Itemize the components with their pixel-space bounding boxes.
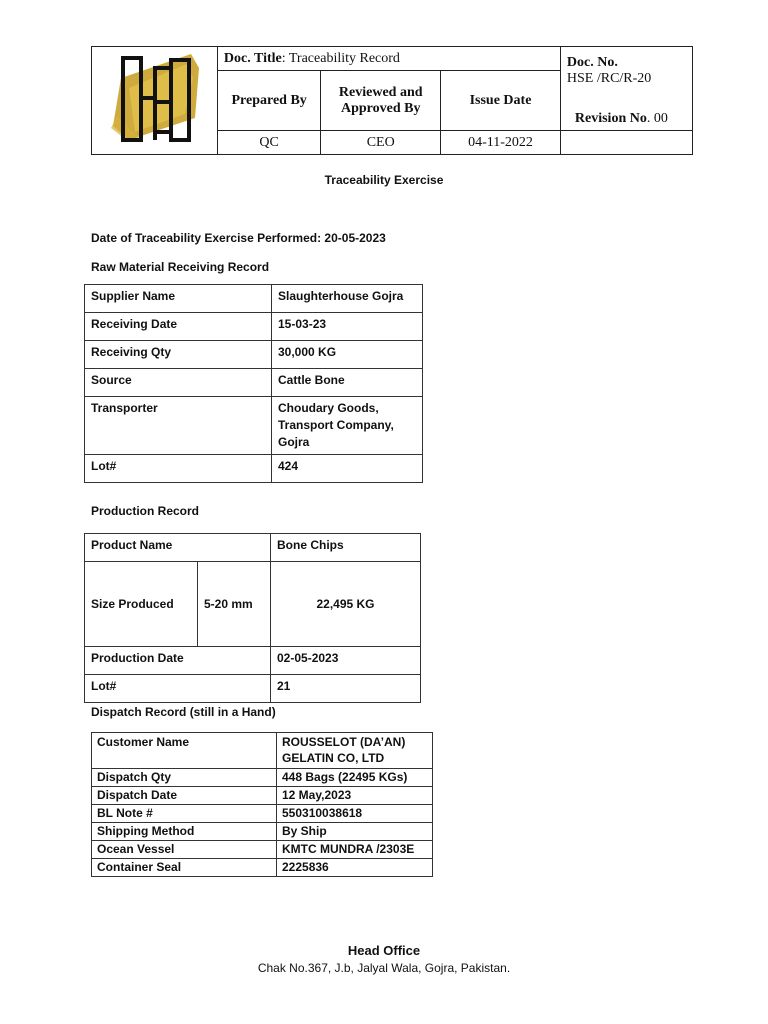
revision-cell <box>560 111 692 155</box>
table-row <box>92 859 433 877</box>
footer-heading: Head Office <box>347 943 421 958</box>
table-row <box>85 313 423 341</box>
reviewed-label <box>321 71 441 131</box>
customer-value <box>277 733 433 769</box>
raw-material-heading: Raw Material Receiving Record <box>91 260 270 274</box>
row-value: 15-03-23 <box>272 313 423 341</box>
date-performed: Date of Traceability Exercise Performed: 20-05-2023 <box>91 231 386 245</box>
table-row <box>92 733 433 769</box>
prepared-by-value: QC <box>217 131 320 155</box>
production-heading: Production Record <box>91 504 200 518</box>
reviewed-label-line-2: Approved By <box>340 100 421 116</box>
row-label: Receiving Date <box>85 313 272 341</box>
customer-line: GELATIN CO, LTD <box>282 751 385 765</box>
product-name-label: Product Name <box>85 534 271 562</box>
logo-cell <box>92 47 218 155</box>
row-value: 30,000 KG <box>272 341 423 369</box>
size-label: Size Produced <box>85 562 198 647</box>
row-value: 2225836 <box>277 859 433 877</box>
row-value: By Ship <box>277 823 433 841</box>
dispatch-table <box>91 732 433 877</box>
transporter-line: Choudary Goods, <box>278 401 379 415</box>
table-row <box>85 534 421 562</box>
issue-date-label: Issue Date <box>441 71 561 131</box>
customer-label: Customer Name <box>92 733 277 769</box>
prepared-by-label: Prepared By <box>217 71 320 131</box>
row-label: Transporter <box>85 397 272 455</box>
production-table <box>84 533 421 703</box>
revision-label: Revision No <box>574 111 647 126</box>
row-label: Receiving Qty <box>85 341 272 369</box>
row-label: Lot# <box>85 455 272 483</box>
doc-title-cell <box>217 47 560 71</box>
row-label: Supplier Name <box>85 285 272 313</box>
company-logo <box>99 48 209 148</box>
doc-title-label: Doc. Title <box>223 50 282 66</box>
issue-date-value: 04-11-2022 <box>441 131 561 155</box>
table-row <box>85 455 423 483</box>
row-value: KMTC MUNDRA /2303E <box>277 841 433 859</box>
row-label: Dispatch Date <box>92 787 277 805</box>
table-row <box>92 841 433 859</box>
transporter-line: Transport Company, <box>278 418 394 432</box>
table-row <box>85 341 423 369</box>
table-row <box>92 823 433 841</box>
row-value: 448 Bags (22495 KGs) <box>277 769 433 787</box>
table-row <box>92 787 433 805</box>
size-qty: 22,495 KG <box>271 562 421 647</box>
doc-no-value: HSE /RC/R-20 <box>566 71 652 86</box>
row-value: 424 <box>272 455 423 483</box>
table-row <box>85 285 423 313</box>
reviewed-value: CEO <box>321 131 441 155</box>
table-row <box>85 647 421 675</box>
dispatch-heading: Dispatch Record (still in a Hand) <box>91 705 276 719</box>
row-value <box>272 397 423 455</box>
row-label: Container Seal <box>92 859 277 877</box>
doc-no-label: Doc. No. <box>566 55 618 70</box>
row-value: 12 May,2023 <box>277 787 433 805</box>
size-value: 5-20 mm <box>198 562 271 647</box>
table-row <box>85 562 421 647</box>
customer-line: ROUSSELOT (DA’AN) <box>282 735 406 749</box>
revision-value: . 00 <box>646 111 668 126</box>
production-date-label: Production Date <box>85 647 271 675</box>
document-header <box>91 46 693 155</box>
table-row <box>92 769 433 787</box>
row-value: 550310038618 <box>277 805 433 823</box>
row-label: Dispatch Qty <box>92 769 277 787</box>
row-label: Ocean Vessel <box>92 841 277 859</box>
transporter-line: Gojra <box>278 435 310 449</box>
product-name-value: Bone Chips <box>271 534 421 562</box>
footer-address: Chak No.367, J.b, Jalyal Wala, Gojra, Pakistan. <box>257 961 511 975</box>
row-label: BL Note # <box>92 805 277 823</box>
row-label: Shipping Method <box>92 823 277 841</box>
doc-title-value: : Traceability Record <box>281 50 400 66</box>
lot-value: 21 <box>271 675 421 703</box>
reviewed-label-line-1: Reviewed and <box>338 84 423 100</box>
table-row <box>85 397 423 455</box>
table-row <box>85 675 421 703</box>
row-value: Cattle Bone <box>272 369 423 397</box>
table-row <box>92 805 433 823</box>
raw-material-table <box>84 284 423 483</box>
page-title: Traceability Exercise <box>324 173 444 187</box>
lot-label: Lot# <box>85 675 271 703</box>
row-label: Source <box>85 369 272 397</box>
production-date-value: 02-05-2023 <box>271 647 421 675</box>
table-row <box>85 369 423 397</box>
row-value: Slaughterhouse Gojra <box>272 285 423 313</box>
